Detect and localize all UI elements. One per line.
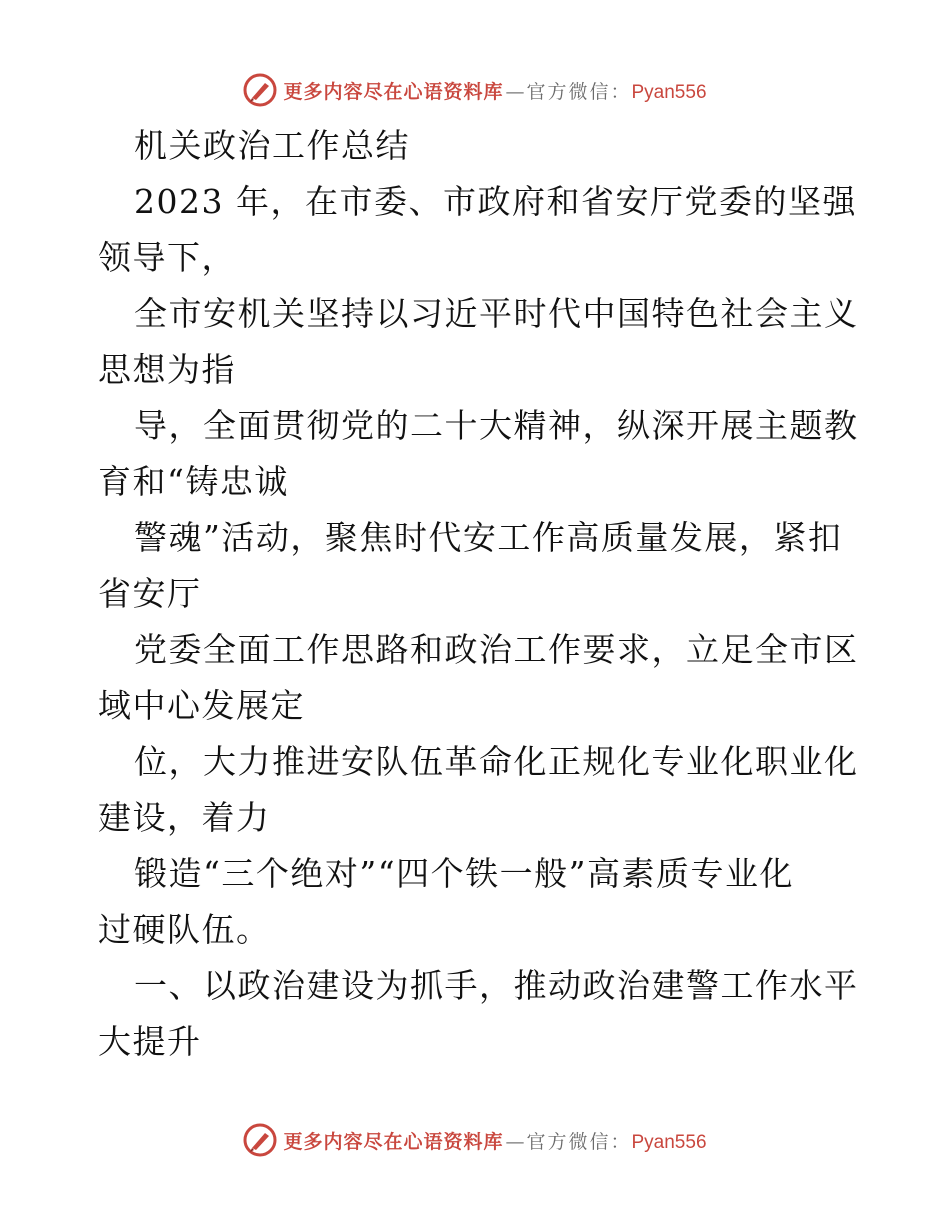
paragraph-line: 党委全面工作思路和政治工作要求，立足全市区	[134, 630, 859, 669]
paragraph-line: 育和“铸忠诚	[98, 462, 289, 501]
banner-main-text: 更多内容尽在心语资料库	[283, 80, 504, 103]
section-heading-line: 大提升	[98, 1022, 202, 1061]
paragraph-line: 思想为指	[98, 350, 236, 389]
paragraph-line: 域中心发展定	[98, 686, 305, 725]
banner-text	[283, 1127, 706, 1154]
header-watermark-banner	[0, 70, 950, 110]
quill-pen-logo-icon	[243, 73, 277, 107]
banner-dash: —	[505, 80, 525, 103]
banner-wechat-label: 官方微信：	[526, 1130, 632, 1153]
paragraph-line: 全市安机关坚持以习近平时代中国特色社会主义	[134, 294, 859, 333]
section-heading-line: 一、以政治建设为抓手，推动政治建警工作水平	[134, 966, 859, 1005]
footer-watermark-banner	[0, 1120, 950, 1160]
document-body	[98, 118, 858, 1070]
banner-main-text: 更多内容尽在心语资料库	[283, 1130, 504, 1153]
banner-wechat-label: 官方微信：	[526, 80, 632, 103]
paragraph-line: 位，大力推进安队伍革命化正规化专业化职业化	[134, 742, 859, 781]
paragraph-line: 建设，着力	[98, 798, 271, 837]
paragraph-line: 省安厅	[98, 574, 202, 613]
quill-pen-logo-icon	[243, 1123, 277, 1157]
paragraph-line: 过硬队伍。	[98, 910, 271, 949]
paragraph-line: 领导下，	[98, 238, 236, 277]
paragraph-line: 导，全面贯彻党的二十大精神，纵深开展主题教	[134, 406, 859, 445]
paragraph-line: 2023 年，在市委、市政府和省安厅党委的坚强	[134, 182, 857, 221]
paragraph-line: 锻造“三个绝对”“四个铁一般”高素质专业化	[134, 854, 794, 893]
banner-dash: —	[505, 1130, 525, 1153]
paragraph-line: 警魂”活动，聚焦时代安工作高质量发展，紧扣	[134, 518, 843, 557]
banner-wechat-id: Pyan556	[631, 1131, 707, 1153]
document-title: 机关政治工作总结	[134, 126, 410, 165]
banner-text	[283, 77, 706, 104]
banner-wechat-id: Pyan556	[631, 81, 707, 103]
